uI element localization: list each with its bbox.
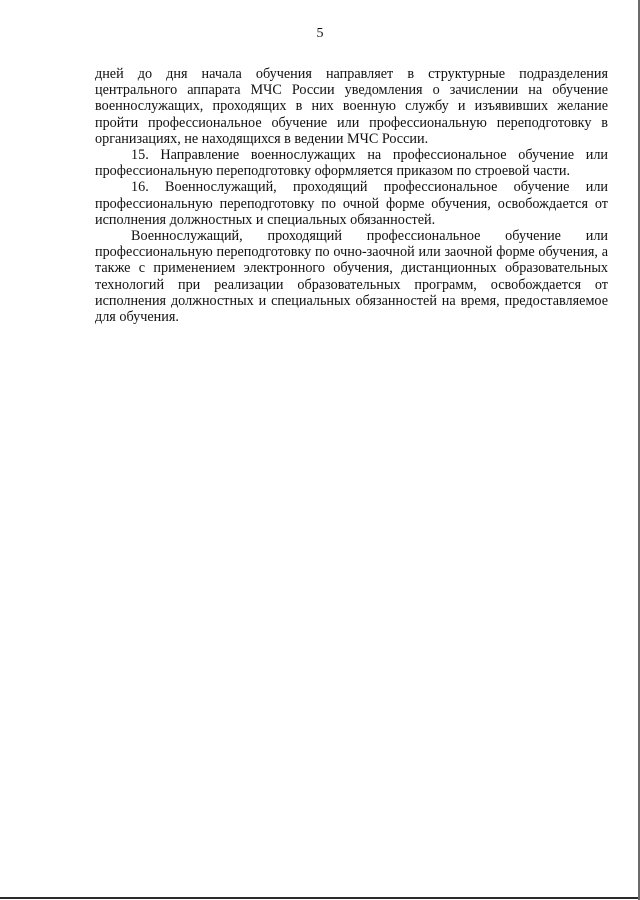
paragraph-item-15: 15. Направление военнослужащих на профессиональное обучение или профессиональную переподготовку оформляется приказом по строевой части. [95,147,608,180]
document-body [95,66,608,325]
paragraph-item-16: 16. Военнослужащий, проходящий профессиональное обучение или профессиональную переподготовку по очной форме обучения, освобождается от исполнения должностных и специальных обязанностей. [95,179,608,228]
page-number: 5 [316,26,324,41]
paragraph-item-16-continued: Военнослужащий, проходящий профессиональное обучение или профессиональную переподготовку по очно-заочной или заочной форме обучения, а также с применением электронного обучения, дистанционных образовательных технологий при реализации образовательных программ, освобождается от исполнения должностных и специальных обязанностей на время, предоставляемое для обучения. [95,228,608,326]
paragraph-continuation: дней до дня начала обучения направляет в структурные подразделения центрального аппарата МЧС России уведомления о зачислении на обучение военнослужащих, проходящих в них военную службу и изъявивших желание пройти профессиональное обучение или профессиональную переподготовку в организациях, не находящихся в ведении МЧС России. [95,66,608,147]
scan-edge-bottom [0,897,640,899]
